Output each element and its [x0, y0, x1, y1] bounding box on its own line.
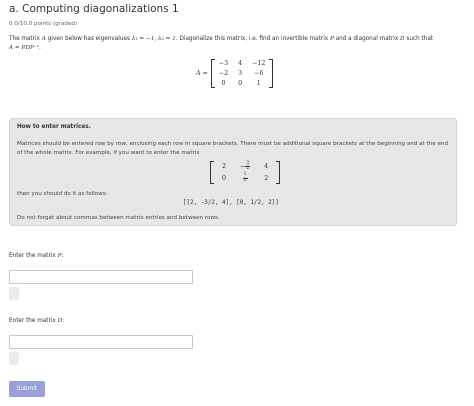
intro-text: given below has eigenvalues [45, 36, 132, 42]
example-matrix-bracket [210, 161, 280, 184]
hint-title: How to enter matrices. [17, 124, 91, 130]
matrix-cell: −12 [252, 60, 266, 68]
math-var-p: P [329, 36, 334, 42]
intro-text: . Diagonalize this matrix, i.e. find an invertible matrix [175, 36, 330, 42]
right-bracket [269, 59, 273, 88]
eigenvalues: λ₁ = −1, λ₂ = 1 [131, 36, 176, 42]
right-bracket [276, 161, 280, 184]
hint-note: Do not forget about commas between matrix entries and between rows. [17, 215, 220, 221]
denominator: 2 [246, 166, 250, 172]
matrix-d-input[interactable] [9, 335, 193, 349]
intro-text: The matrix [9, 36, 42, 42]
fraction [245, 162, 250, 172]
label-text: Enter the matrix [9, 253, 58, 259]
matrix-row [215, 69, 270, 79]
matrix-p-feedback-indicator [9, 287, 19, 300]
points-status: 0.0/10.0 points (graded) [9, 21, 78, 27]
matrix-cell: −2 [218, 70, 229, 78]
matrix-a-display [196, 59, 273, 88]
label-text: : [62, 318, 65, 324]
intro-text: . [38, 45, 41, 51]
matrix-cell: 4 [264, 163, 269, 171]
matrix-cell: −3 [218, 60, 229, 68]
math-var-p: P [57, 253, 62, 259]
hint-code-example: [[2, -3/2, 4], [0, 1/2, 2]] [183, 200, 279, 206]
label-text: Enter the matrix [9, 318, 58, 324]
intro-text: and a diagonal matrix [333, 36, 400, 42]
matrix-a [211, 59, 274, 88]
math-var-d: D [57, 318, 63, 324]
matrix-row [214, 172, 276, 183]
example-matrix [210, 161, 280, 184]
matrix-cell: 0 [238, 79, 243, 87]
label-text: : [61, 253, 64, 259]
numerator: 1 [243, 171, 247, 177]
matrix-a-table [215, 59, 270, 88]
minus-sign: − [240, 163, 246, 171]
matrix-p-input[interactable] [9, 270, 193, 284]
problem-statement [9, 35, 467, 53]
intro-text: such that [404, 36, 434, 42]
problem-title: a. Computing diagonalizations 1 [9, 3, 179, 15]
matrix-cell: 0 [222, 174, 226, 182]
numerator: 3 [246, 160, 250, 166]
example-matrix-table [214, 161, 276, 184]
equation: A = PDP⁻¹ [9, 45, 39, 51]
matrix-cell: 0 [221, 79, 226, 87]
hint-follow-text: then you should do it as follows: [17, 191, 108, 197]
denominator: 2 [243, 177, 247, 183]
math-var-d: D [400, 36, 405, 42]
fraction [243, 173, 248, 183]
matrix-d-label [9, 318, 64, 324]
matrix-cell: 2 [264, 174, 269, 182]
matrix-row [215, 79, 270, 89]
matrix-cell [234, 161, 256, 172]
matrix-cell: 4 [238, 60, 243, 68]
submit-button[interactable]: Submit [9, 381, 45, 397]
math-var-a: A [41, 36, 46, 42]
matrix-cell: −6 [254, 70, 264, 78]
matrix-entry-hint [9, 118, 457, 226]
matrix-cell [234, 172, 256, 183]
matrix-row [214, 161, 276, 172]
matrix-cell: 3 [238, 70, 243, 78]
hint-text: Matrices should be entered row by row, enclosing each row in square brackets. There must be additional square brackets at the beginning and at the end of the whole matrix. For example, if you want to enter the matrix [17, 141, 449, 156]
matrix-cell: 1 [256, 79, 261, 87]
matrix-d-feedback-indicator [9, 352, 19, 365]
matrix-a-label: A = [196, 70, 208, 78]
matrix-row [215, 59, 270, 69]
matrix-p-label [9, 253, 63, 259]
matrix-cell: 2 [222, 163, 226, 171]
